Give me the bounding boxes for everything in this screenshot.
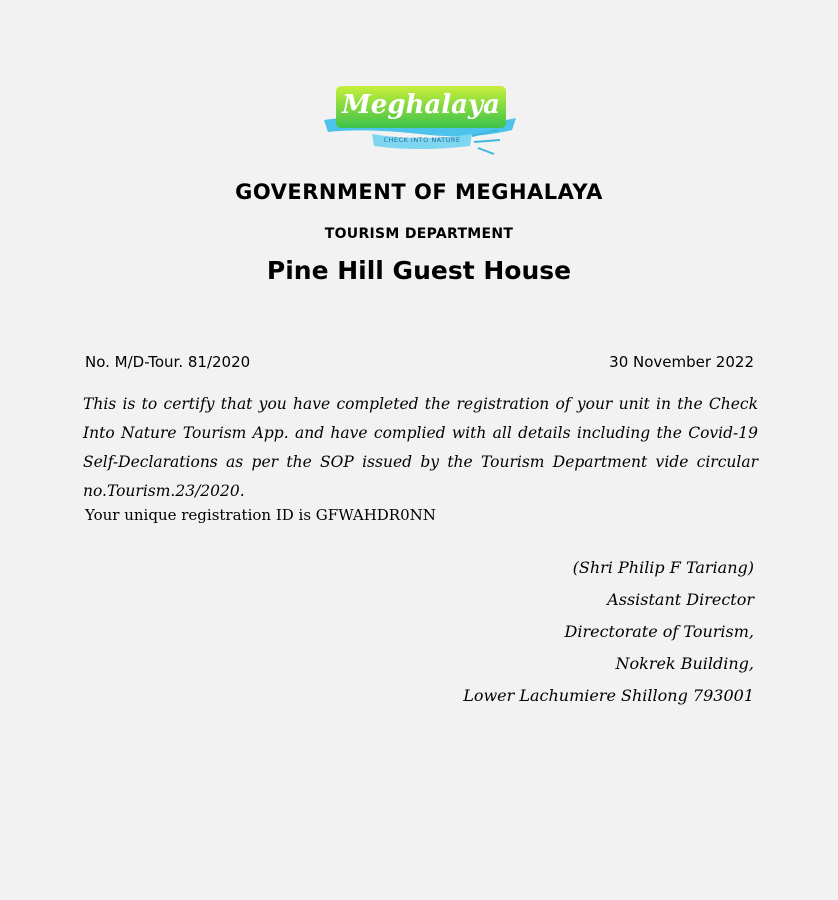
reference-number: No. M/D-Tour. 81/2020 — [85, 353, 251, 371]
logo-text: Meghalaya — [342, 90, 500, 120]
logo-tagline: CHECK INTO NATURE — [383, 136, 461, 144]
department-title: TOURISM DEPARTMENT — [324, 226, 514, 242]
signatory-office: Directorate of Tourism, — [564, 622, 754, 641]
government-title: GOVERNMENT OF MEGHALAYA — [235, 180, 603, 204]
signatory-designation: Assistant Director — [607, 590, 754, 609]
signatory-name: (Shri Philip F Tariang) — [572, 558, 754, 577]
unit-name-title: Pine Hill Guest House — [266, 256, 572, 285]
signatory-address: Lower Lachumiere Shillong 793001 — [463, 686, 754, 705]
letter-date: 30 November 2022 — [609, 353, 754, 371]
certificate-body: This is to certify that you have completed the registration of your unit in the Check Into Nature Tourism App. and have complied with all details including the Covid-19 Self-Declarations as per the SOP issued by the Tourism Department vide circular no.Tourism.23/2020. — [83, 395, 758, 500]
signatory-building: Nokrek Building, — [615, 654, 754, 673]
registration-id-line: Your unique registration ID is GFWAHDR0NN — [85, 506, 436, 524]
signature-block — [354, 553, 754, 713]
meghalaya-logo — [322, 84, 518, 160]
